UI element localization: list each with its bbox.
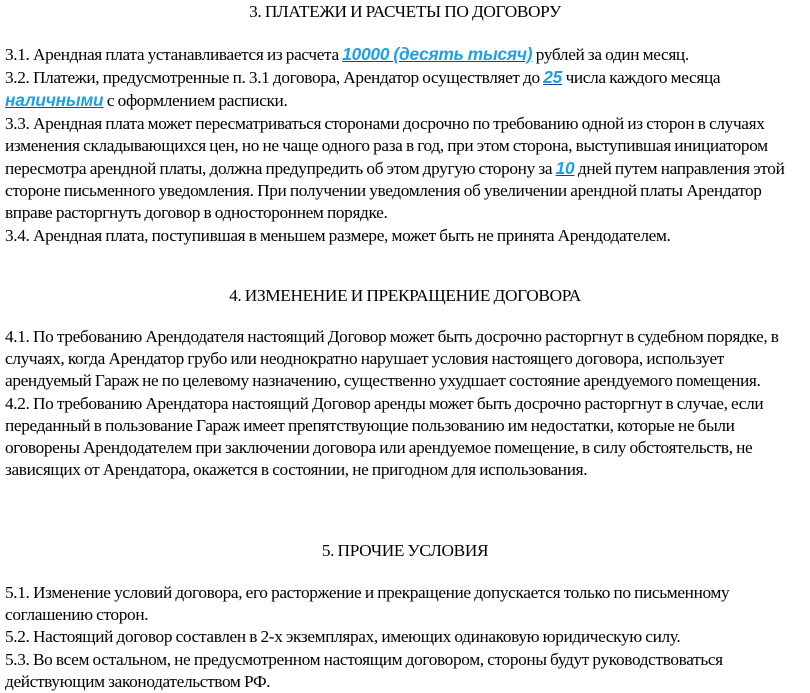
clause-3-2-text-c: с оформлением расписки.	[103, 91, 288, 111]
clause-3-1-text-b: рублей за один месяц.	[532, 45, 689, 64]
section-3-body	[5, 43, 810, 247]
clause-3-3-text-b: дней путем направления этой стороне письменного уведомления. При получении уведомления об увеличении арендной платы Арендатор вправе расторгнуть договор в одностороннем порядке.	[5, 159, 785, 223]
clause-3-3-text-a: 3.3. Арендная плата может пересматриваться сторонами досрочно по требованию одной из сторон в случаях изменения складывающихся цен, но не чаще одного раза в год, при этом сторона, выступившая инициатором пересмотра арендной платы, должна предупредить об этом другую сторону за	[5, 113, 768, 179]
clause-3-2-text-a: 3.2. Платежи, предусмотренные п. 3.1 договора, Арендатор осуществляет до	[5, 68, 544, 88]
clause-3-1	[5, 43, 810, 66]
section-5-body	[5, 582, 810, 693]
clause-4-2: 4.2. По требованию Арендатора настоящий Договор аренды может быть досрочно расторгнут в случае, если переданный в пользование Гараж имеет препятствующие пользованию им недостатки, которые не были оговорены Арендодателем при заключении договора или арендуемое помещение, в силу обстоятельств, не зависящих от Арендатора, окажется в состоянии, не пригодном для использования.	[5, 393, 764, 480]
notice-days-value: 10	[555, 158, 575, 179]
clause-3-2-text-b: числа каждого месяца	[562, 68, 721, 88]
section-4-body	[5, 326, 810, 481]
clause-3-1-text-a: 3.1. Арендная плата устанавливается из расчета	[5, 45, 343, 64]
payment-method-value: наличными	[5, 90, 104, 111]
payment-day-value: 25	[543, 67, 563, 88]
clause-4-1: 4.1. По требованию Арендодателя настоящий Договор может быть досрочно расторгнут в судебном порядке, в случаях, когда Арендатор грубо или неоднократно нарушает условия настоящего договора, использует арендуемый Гараж не по целевому назначению, существенно ухудшает состояние арендуемого помещения.	[5, 327, 779, 391]
clause-3-4: 3.4. Арендная плата, поступившая в меньшем размере, может быть не принята Арендодателем.	[5, 225, 671, 245]
clause-5-1: 5.1. Изменение условий договора, его расторжение и прекращение допускается только по письменному соглашению сторон.	[5, 583, 730, 625]
section-4-heading: 4. ИЗМЕНЕНИЕ И ПРЕКРАЩЕНИЕ ДОГОВОРА	[229, 286, 581, 305]
section-5-heading: 5. ПРОЧИЕ УСЛОВИЯ	[321, 541, 489, 560]
section-3-heading: 3. ПЛАТЕЖИ И РАСЧЕТЫ ПО ДОГОВОРУ	[249, 2, 561, 21]
clause-5-2: 5.2. Настоящий договор составлен в 2-х экземплярах, имеющих одинаковую юридическую силу.	[5, 627, 681, 647]
rent-amount-value: 10000 (десять тысяч)	[342, 44, 533, 64]
clause-3-2	[5, 66, 810, 112]
clause-5-3: 5.3. Во всем остальном, не предусмотренном настоящим договором, стороны будут руководствоваться действующим законодательством РФ.	[5, 649, 723, 691]
clause-3-3	[5, 113, 810, 225]
